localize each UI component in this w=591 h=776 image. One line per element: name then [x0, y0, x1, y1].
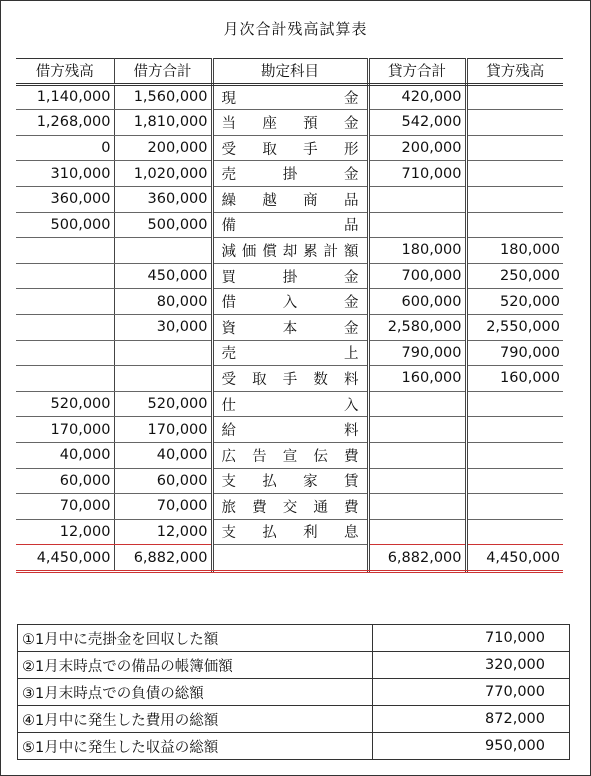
answer-value: 320,000: [373, 652, 570, 679]
page-title: 月次合計残高試算表: [223, 20, 368, 38]
account-char: 却: [282, 243, 298, 260]
credit-balance-cell: [466, 135, 563, 161]
table-row: [16, 212, 563, 238]
account-char: 座: [262, 115, 277, 132]
account-char: 本: [282, 320, 298, 337]
account-name-cell: [212, 135, 368, 161]
account-char: 受: [221, 371, 236, 388]
account-name: [222, 317, 359, 338]
account-name: [222, 368, 359, 389]
header-account: 勘定科目: [212, 59, 368, 85]
credit-balance-cell: [466, 161, 563, 187]
debit-balance-cell: 310,000: [16, 161, 114, 187]
account-name: [222, 496, 359, 517]
debit-total-cell: 60,000: [114, 468, 212, 494]
debit-balance-cell: [16, 340, 114, 366]
debit-balance-cell: 0: [16, 135, 114, 161]
debit-balance-cell: 360,000: [16, 186, 114, 212]
account-name-cell: [212, 314, 368, 340]
account-char: 金: [344, 90, 359, 107]
account-char: 賃: [343, 474, 359, 491]
debit-balance-cell: [16, 238, 114, 264]
account-char: 価: [241, 243, 257, 260]
account-char: 減: [221, 243, 236, 260]
table-row: [16, 84, 563, 110]
account-char: 受: [221, 141, 236, 158]
question-text: ①1月中に売掛金を回収した額: [18, 625, 373, 652]
credit-total-cell: 600,000: [368, 289, 466, 315]
account-char: 額: [343, 243, 359, 260]
account-char: 掛: [282, 269, 298, 286]
debit-balance-cell: 12,000: [16, 519, 114, 545]
account-name: [222, 291, 359, 312]
table-row: [16, 468, 563, 494]
account-char: 金: [344, 269, 359, 286]
header-debit-total: 借方合計: [114, 59, 212, 85]
credit-total-cell: [368, 417, 466, 443]
debit-total-cell: 1,810,000: [114, 110, 212, 136]
table-row: [16, 519, 563, 545]
account-name: [222, 342, 359, 363]
credit-total-cell: [368, 212, 466, 238]
debit-total-cell: [114, 366, 212, 392]
credit-balance-cell: [466, 212, 563, 238]
account-char: 入: [282, 295, 298, 312]
account-char: 支: [221, 525, 236, 542]
account-char: 借: [221, 295, 236, 312]
account-char: 資: [221, 320, 236, 337]
question-row: [18, 706, 570, 733]
account-char: 告: [252, 448, 267, 465]
account-name-cell: [212, 391, 368, 417]
credit-total-cell: [368, 186, 466, 212]
debit-balance-cell: 40,000: [16, 442, 114, 468]
table-row: [16, 238, 563, 264]
account-char: 備: [221, 218, 236, 235]
credit-total-cell: [368, 519, 466, 545]
debit-balance-cell: 500,000: [16, 212, 114, 238]
account-char: 品: [344, 218, 359, 235]
credit-balance-cell: 160,000: [466, 366, 563, 392]
debit-total-cell: 520,000: [114, 391, 212, 417]
debit-balance-cell: 170,000: [16, 417, 114, 443]
account-char: 費: [344, 499, 359, 516]
table-row: [16, 263, 563, 289]
account-char: 金: [344, 167, 359, 184]
credit-total-cell: 710,000: [368, 161, 466, 187]
credit-total-cell: 420,000: [368, 84, 466, 110]
question-row: [18, 652, 570, 679]
account-char: 広: [221, 448, 236, 465]
account-char: 現: [221, 90, 236, 107]
account-char: 旅: [221, 499, 236, 516]
account-name-cell: [212, 238, 368, 264]
question-text: ④1月中に発生した費用の総額: [18, 706, 373, 733]
account-char: 払: [262, 474, 277, 491]
account-char: 手: [282, 371, 298, 388]
total-credit-total: 6,882,000: [368, 545, 466, 572]
account-char: 利: [303, 525, 318, 542]
header-debit-balance: 借方残高: [16, 59, 114, 85]
account-name: [222, 419, 359, 440]
debit-total-cell: [114, 340, 212, 366]
header-credit-total: 貸方合計: [368, 59, 466, 85]
credit-total-cell: [368, 391, 466, 417]
table-row: [16, 391, 563, 417]
account-char: 通: [313, 499, 328, 516]
account-name-cell: [212, 442, 368, 468]
account-char: 支: [221, 474, 236, 491]
total-account-blank: [212, 545, 368, 572]
answer-value: 710,000: [373, 625, 570, 652]
account-name-cell: [212, 468, 368, 494]
account-char: 手: [303, 141, 318, 158]
trial-balance-table: [16, 58, 563, 573]
credit-balance-cell: [466, 494, 563, 520]
credit-total-cell: 700,000: [368, 263, 466, 289]
account-char: 宣: [282, 448, 298, 465]
total-debit-total: 6,882,000: [114, 545, 212, 572]
debit-total-cell: 70,000: [114, 494, 212, 520]
debit-balance-cell: 520,000: [16, 391, 114, 417]
account-char: 家: [303, 474, 318, 491]
credit-total-cell: 790,000: [368, 340, 466, 366]
credit-balance-cell: 520,000: [466, 289, 563, 315]
account-name: [222, 470, 359, 491]
credit-total-cell: 200,000: [368, 135, 466, 161]
question-text: ②1月末時点での備品の帳簿価額: [18, 652, 373, 679]
debit-total-cell: 80,000: [114, 289, 212, 315]
account-char: 料: [344, 371, 359, 388]
question-text: ③1月末時点での負債の総額: [18, 679, 373, 706]
debit-balance-cell: 1,268,000: [16, 110, 114, 136]
credit-balance-cell: 790,000: [466, 340, 563, 366]
credit-balance-cell: [466, 417, 563, 443]
account-name-cell: [212, 161, 368, 187]
table-row: [16, 186, 563, 212]
debit-total-cell: 30,000: [114, 314, 212, 340]
account-char: 入: [344, 397, 359, 414]
credit-balance-cell: 2,550,000: [466, 314, 563, 340]
credit-balance-cell: [466, 110, 563, 136]
account-name-cell: [212, 366, 368, 392]
account-name: [222, 445, 359, 466]
credit-balance-cell: [466, 442, 563, 468]
credit-total-cell: 180,000: [368, 238, 466, 264]
account-char: 料: [344, 423, 359, 440]
account-name: [222, 394, 359, 415]
account-name-cell: [212, 340, 368, 366]
debit-balance-cell: [16, 366, 114, 392]
account-name-cell: [212, 186, 368, 212]
credit-total-cell: 2,580,000: [368, 314, 466, 340]
account-char: 商: [303, 192, 318, 209]
debit-total-cell: 170,000: [114, 417, 212, 443]
debit-total-cell: 500,000: [114, 212, 212, 238]
account-name-cell: [212, 263, 368, 289]
credit-balance-cell: [466, 519, 563, 545]
answer-value: 770,000: [373, 679, 570, 706]
table-row: [16, 110, 563, 136]
answer-value: 872,000: [373, 706, 570, 733]
credit-total-cell: 542,000: [368, 110, 466, 136]
account-char: 掛: [282, 167, 298, 184]
account-char: 累: [303, 243, 318, 260]
credit-balance-cell: [466, 186, 563, 212]
account-name-cell: [212, 519, 368, 545]
debit-total-cell: 360,000: [114, 186, 212, 212]
table-row: [16, 314, 563, 340]
debit-total-cell: 12,000: [114, 519, 212, 545]
account-char: 上: [344, 346, 359, 363]
account-name-cell: [212, 494, 368, 520]
account-name: [222, 266, 359, 287]
debit-balance-cell: 70,000: [16, 494, 114, 520]
account-char: 交: [282, 499, 298, 516]
account-char: 払: [262, 525, 277, 542]
table-row: [16, 340, 563, 366]
table-row: [16, 442, 563, 468]
question-text: ⑤1月中に発生した収益の総額: [18, 733, 373, 760]
question-row: [18, 679, 570, 706]
account-char: 金: [344, 320, 359, 337]
account-char: 仕: [221, 397, 236, 414]
question-row: [18, 625, 570, 652]
account-char: 給: [221, 423, 236, 440]
account-name-cell: [212, 212, 368, 238]
account-char: 繰: [221, 192, 236, 209]
account-char: 品: [343, 192, 359, 209]
account-char: 取: [262, 141, 277, 158]
table-row: [16, 135, 563, 161]
debit-balance-cell: 1,140,000: [16, 84, 114, 110]
credit-total-cell: [368, 468, 466, 494]
account-name: [222, 112, 359, 133]
debit-total-cell: 1,020,000: [114, 161, 212, 187]
account-char: 償: [262, 243, 277, 260]
account-char: 費: [252, 499, 267, 516]
debit-total-cell: 40,000: [114, 442, 212, 468]
header-credit-balance: 貸方残高: [466, 59, 563, 85]
debit-balance-cell: 60,000: [16, 468, 114, 494]
table-row: [16, 494, 563, 520]
debit-total-cell: 450,000: [114, 263, 212, 289]
credit-balance-cell: 180,000: [466, 238, 563, 264]
question-row: [18, 733, 570, 760]
credit-balance-cell: 250,000: [466, 263, 563, 289]
account-char: 預: [303, 115, 318, 132]
total-debit-balance: 4,450,000: [16, 545, 114, 572]
account-char: 金: [344, 295, 359, 312]
header-row: [16, 59, 563, 85]
table-row: [16, 366, 563, 392]
account-char: 費: [344, 448, 359, 465]
account-name: [222, 138, 359, 159]
account-char: 取: [252, 371, 267, 388]
answer-value: 950,000: [373, 733, 570, 760]
account-char: 息: [343, 525, 359, 542]
table-row: [16, 417, 563, 443]
account-name-cell: [212, 110, 368, 136]
account-char: 数: [313, 371, 328, 388]
credit-total-cell: [368, 442, 466, 468]
credit-total-cell: [368, 494, 466, 520]
account-char: 買: [221, 269, 236, 286]
account-name-cell: [212, 84, 368, 110]
debit-total-cell: 200,000: [114, 135, 212, 161]
debit-balance-cell: [16, 289, 114, 315]
account-name: [222, 240, 359, 261]
account-name: [222, 87, 359, 108]
debit-balance-cell: [16, 314, 114, 340]
account-name: [222, 163, 359, 184]
debit-total-cell: [114, 238, 212, 264]
account-char: 当: [221, 115, 236, 132]
account-char: 金: [343, 115, 359, 132]
total-credit-balance: 4,450,000: [466, 545, 563, 572]
account-char: 売: [221, 167, 236, 184]
table-row: [16, 161, 563, 187]
account-char: 計: [323, 243, 339, 260]
account-name: [222, 521, 359, 542]
account-char: 形: [343, 141, 359, 158]
account-name-cell: [212, 417, 368, 443]
table-row: [16, 289, 563, 315]
account-char: 越: [262, 192, 277, 209]
questions-table: [17, 624, 570, 760]
account-name: [222, 214, 359, 235]
account-char: 伝: [313, 448, 328, 465]
account-char: 売: [221, 346, 236, 363]
account-name-cell: [212, 289, 368, 315]
debit-total-cell: 1,560,000: [114, 84, 212, 110]
debit-balance-cell: [16, 263, 114, 289]
credit-balance-cell: [466, 391, 563, 417]
credit-total-cell: 160,000: [368, 366, 466, 392]
account-name: [222, 189, 359, 210]
credit-balance-cell: [466, 468, 563, 494]
totals-row: [16, 545, 563, 572]
credit-balance-cell: [466, 84, 563, 110]
